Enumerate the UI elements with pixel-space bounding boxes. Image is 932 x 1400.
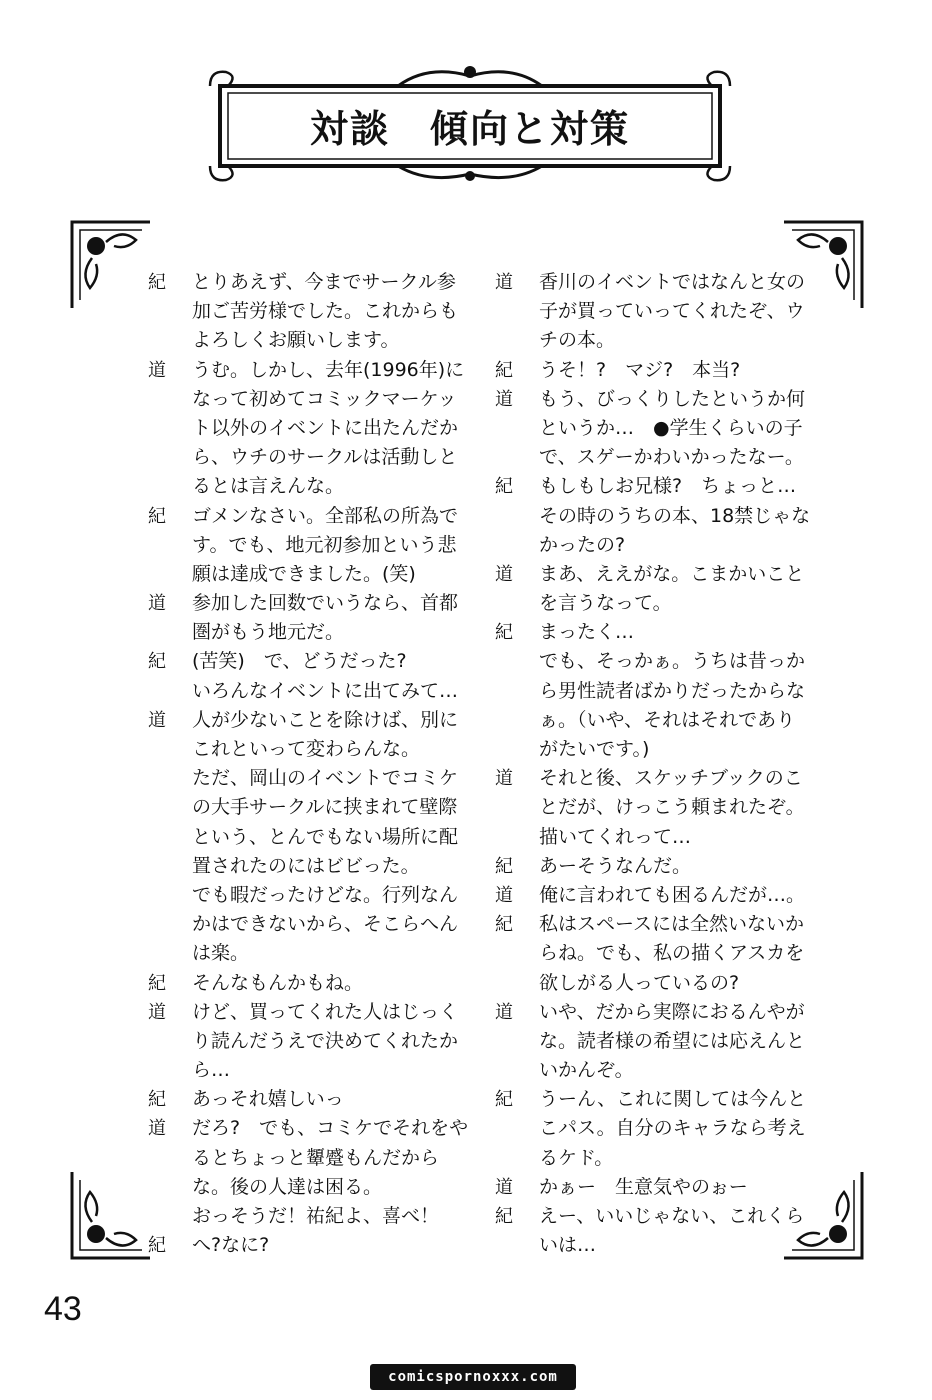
dialogue-text: かはできないから、そこらへん (192, 913, 459, 936)
dialogue-text: 願は達成できました。(笑) (192, 562, 416, 585)
speaker-label: 道 (495, 1176, 513, 1198)
dialogue-text: 香川のイベントではなんと女の (539, 271, 806, 293)
dialogue-text: よろしくお願いします。 (192, 329, 400, 352)
dialogue-line (148, 531, 478, 560)
dialogue-text: 置されたのにはビビった。 (192, 854, 420, 877)
dialogue-text: チの本。 (539, 329, 616, 352)
speaker-label: 紀 (148, 1089, 166, 1111)
dialogue-text: あっそれ嬉しいっ (192, 1088, 344, 1111)
dialogue-line (495, 268, 825, 297)
dialogue-line (148, 677, 478, 706)
dialogue-text: へ?なに? (192, 1234, 270, 1257)
speaker-label: 道 (148, 709, 166, 731)
dialogue-text: 俺に言われても困るんだが…。 (539, 883, 806, 906)
speaker-label: 道 (148, 1001, 166, 1023)
dialogue-line (148, 1231, 478, 1260)
dialogue-line (148, 998, 478, 1027)
dialogue-text: いや、だから実際におるんやが (539, 1000, 805, 1023)
dialogue-text: るケド。 (539, 1146, 614, 1169)
dialogue-line (495, 297, 825, 326)
dialogue-line (495, 502, 825, 531)
dialogue-column-left (148, 268, 478, 1260)
dialogue-line (495, 910, 825, 939)
dialogue-line (148, 793, 478, 822)
dialogue-line (148, 852, 478, 881)
dialogue-text: ら男性読者ばかりだったからな (539, 679, 806, 702)
dialogue-line (495, 939, 825, 968)
page-title: 対談 傾向と対策 (309, 107, 630, 151)
speaker-label: 紀 (148, 651, 166, 673)
dialogue-text: 子が買っていってくれたぞ、ウ (539, 300, 805, 323)
dialogue-text: でも、そっかぁ。うちは昔っか (539, 650, 806, 673)
dialogue-text: ぁ。（いや、それはそれであり (539, 708, 796, 731)
dialogue-line (148, 1144, 478, 1173)
dialogue-line (148, 1202, 478, 1231)
speaker-label: 紀 (148, 272, 166, 293)
dialogue-text: えー、いいじゃない、これくら (539, 1205, 805, 1227)
dialogue-text: それと後、スケッチブックのこ (539, 767, 803, 790)
dialogue-text: ら… (192, 1059, 231, 1082)
speaker-label: 道 (495, 272, 513, 293)
dialogue-line (148, 326, 478, 355)
dialogue-text: の大手サークルに挟まれて壁際 (192, 796, 458, 819)
speaker-label: 道 (495, 884, 513, 906)
dialogue-text: こパス。自分のキャラなら考え (539, 1117, 806, 1140)
dialogue-line (148, 969, 478, 998)
dialogue-line (495, 472, 825, 501)
dialogue-text: す。でも、地元初参加という悲 (192, 533, 457, 556)
dialogue-line (495, 1056, 825, 1085)
dialogue-line (495, 647, 825, 676)
dialogue-line (495, 706, 825, 735)
dialogue-line (148, 414, 478, 443)
dialogue-text: 加ご苦労様でした。これからも (192, 300, 459, 323)
dialogue-line (495, 969, 825, 998)
speaker-label: 紀 (495, 855, 513, 877)
dialogue-line (495, 823, 825, 852)
dialogue-line (148, 356, 478, 385)
speaker-label: 道 (495, 388, 513, 410)
dialogue-line (495, 356, 825, 385)
watermark: comicspornoxxx.com (370, 1364, 576, 1390)
dialogue-line (495, 793, 825, 822)
speaker-label: 紀 (495, 1206, 513, 1227)
dialogue-text: を言うなって。 (539, 592, 672, 615)
dialogue-line (495, 998, 825, 1027)
dialogue-text: な。後の人達は困る。 (192, 1175, 383, 1198)
dialogue-text: まあ、ええがな。こまかいこと (539, 562, 805, 585)
dialogue-line (495, 1114, 825, 1143)
dialogue-line (148, 385, 478, 414)
dialogue-line (495, 443, 825, 472)
dialogue-line (495, 560, 825, 589)
dialogue-line (148, 881, 478, 910)
dialogue-text: いろんなイベントに出てみて… (192, 679, 459, 702)
dialogue-text: ら、ウチのサークルは活動しと (192, 446, 458, 469)
dialogue-line (148, 647, 478, 676)
dialogue-text: な。読者様の希望には応えんと (539, 1029, 806, 1052)
dialogue-text: いは… (539, 1234, 597, 1257)
dialogue-text: かぁー 生意気やのぉー (539, 1175, 748, 1198)
dialogue-line (148, 939, 478, 968)
speaker-label: 紀 (148, 1235, 166, 1257)
speaker-label: 紀 (148, 972, 166, 994)
dialogue-text: あーそうなんだ。 (539, 854, 692, 877)
dialogue-text: これといって変わらんな。 (192, 738, 421, 760)
dialogue-text: らね。でも、私の描くアスカを (539, 942, 805, 965)
dialogue-line (148, 735, 478, 764)
dialogue-text: その時のうちの本、18禁じゃな (539, 504, 811, 527)
speaker-label: 道 (495, 1001, 513, 1023)
dialogue-line (148, 502, 478, 531)
speaker-label: 道 (148, 593, 166, 615)
speaker-label: 紀 (495, 914, 513, 936)
dialogue-line (495, 326, 825, 355)
dialogue-line (495, 1085, 825, 1114)
speaker-label: 道 (495, 563, 513, 585)
dialogue-text: けど、買ってくれた人はじっく (192, 1000, 459, 1023)
dialogue-line (148, 443, 478, 472)
dialogue-line (148, 706, 478, 735)
dialogue-text: とだが、けっこう頼まれたぞ。 (539, 796, 805, 819)
dialogue-line (148, 297, 478, 326)
speaker-label: 道 (495, 768, 513, 790)
dialogue-text: うーん、これに関しては今んと (539, 1088, 807, 1111)
dialogue-text: とりあえず、今までサークル参 (192, 271, 456, 293)
dialogue-line (495, 589, 825, 618)
dialogue-text: 圏がもう地元だ。 (192, 621, 345, 644)
dialogue-line (148, 618, 478, 647)
dialogue-text: で、スゲーかわいかったなー。 (539, 446, 804, 469)
speaker-label: 道 (148, 1118, 166, 1140)
dialogue-line (495, 1173, 825, 1202)
dialogue-line (148, 1085, 478, 1114)
dialogue-line (495, 385, 825, 414)
dialogue-line (148, 1173, 478, 1202)
dialogue-text: というか… ●学生くらいの子 (539, 416, 803, 439)
dialogue-line (495, 735, 825, 764)
dialogue-line (495, 852, 825, 881)
dialogue-text: おっそうだ！祐紀よ、喜べ！ (192, 1205, 440, 1227)
dialogue-text: がたいです。) (539, 738, 650, 760)
dialogue-line (148, 589, 478, 618)
dialogue-text: まったく… (539, 621, 635, 644)
speaker-label: 紀 (495, 622, 513, 644)
dialogue-text: もしもしお兄様? ちょっと… (539, 475, 797, 498)
dialogue-line (148, 472, 478, 501)
dialogue-text: ゴメンなさい。全部私の所為で (192, 504, 459, 527)
dialogue-line (148, 560, 478, 589)
dialogue-text: なって初めてコミックマーケッ (192, 387, 457, 410)
speaker-label: 道 (148, 359, 166, 381)
dialogue-line (495, 881, 825, 910)
dialogue-text: かったの? (539, 533, 626, 556)
dialogue-text: うむ。しかし、去年(1996年)に (192, 358, 465, 381)
dialogue-line (148, 268, 478, 297)
dialogue-line (148, 1056, 478, 1085)
dialogue-line (495, 414, 825, 443)
dialogue-text: もう、びっくりしたというか何 (539, 387, 806, 410)
dialogue-line (495, 1027, 825, 1056)
dialogue-text: うそ！? マジ? 本当? (539, 358, 741, 381)
dialogue-line (495, 1144, 825, 1173)
dialogue-text: は楽。 (192, 942, 250, 965)
title-frame (208, 62, 732, 182)
speaker-label: 紀 (148, 505, 166, 527)
speaker-label: 紀 (495, 476, 513, 498)
dialogue-text: でも暇だったけどな。行列なん (192, 883, 459, 906)
dialogue-text: いかんぞ。 (539, 1059, 634, 1082)
dialogue-line (148, 1027, 478, 1056)
dialogue-line (148, 910, 478, 939)
dialogue-text: るとは言えんな。 (192, 475, 345, 498)
speaker-label: 紀 (495, 359, 513, 381)
dialogue-line (148, 823, 478, 852)
dialogue-line (495, 764, 825, 793)
page-number: 43 (44, 1290, 82, 1328)
dialogue-text: り読んだうえで決めてくれたか (192, 1029, 459, 1052)
dialogue-text: 人が少ないことを除けば、別に (192, 708, 459, 731)
dialogue-line (495, 618, 825, 647)
dialogue-text: (苦笑) で、どうだった? (192, 650, 407, 673)
dialogue-column-right (495, 268, 825, 1260)
dialogue-text: だろ? でも、コミケでそれをや (192, 1117, 469, 1140)
corner-ornament-icon (66, 214, 156, 314)
dialogue-line (148, 1114, 478, 1143)
dialogue-text: 欲しがる人っているの? (539, 971, 740, 994)
dialogue-line (495, 677, 825, 706)
dialogue-text: そんなもんかもね。 (192, 971, 364, 994)
dialogue-line (495, 1202, 825, 1231)
dialogue-text: 参加した回数でいうなら、首都 (192, 592, 459, 615)
dialogue-text: ト以外のイベントに出たんだか (192, 416, 459, 439)
dialogue-line (495, 531, 825, 560)
dialogue-text: ただ、岡山のイベントでコミケ (192, 767, 459, 790)
dialogue-text: 描いてくれって… (539, 825, 692, 848)
speaker-label: 紀 (495, 1089, 513, 1111)
dialogue-text: るとちょっと顰蹙もんだから (192, 1146, 440, 1169)
dialogue-text: という、とんでもない場所に配 (192, 825, 459, 848)
dialogue-line (495, 1231, 825, 1260)
corner-ornament-icon (66, 1166, 156, 1266)
dialogue-line (148, 764, 478, 793)
dialogue-text: 私はスペースには全然いないか (539, 913, 805, 936)
